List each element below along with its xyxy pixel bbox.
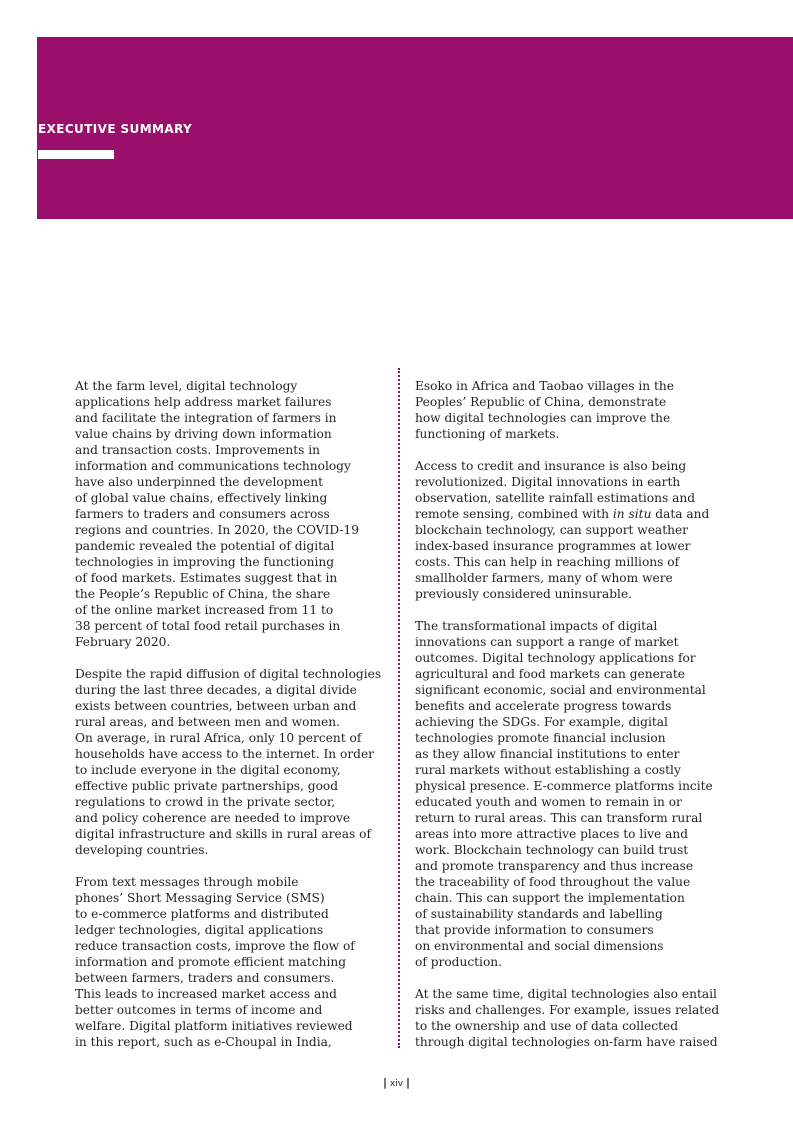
text-line: to e-commerce platforms and distributed [75, 907, 329, 921]
text-line: technologies in improving the functioning [75, 555, 334, 569]
text-line: the traceability of food throughout the value [415, 875, 691, 889]
text-line: achieving the SDGs. For example, digital [415, 715, 668, 729]
text-line: 38 percent of total food retail purchases in [75, 619, 341, 633]
page-number-right-bar: | [405, 1076, 410, 1089]
text-line: At the same time, digital technologies also entail [415, 987, 717, 1001]
text-line: exists between countries, between urban and [75, 699, 357, 713]
text-line: information and communications technology [75, 459, 351, 473]
text-line: to the ownership and use of data collected [415, 1019, 678, 1033]
text-line: significant economic, social and environmental [415, 683, 706, 697]
text-line: pandemic revealed the potential of digital [75, 539, 335, 553]
text-line: of production. [415, 955, 503, 969]
text-line: This leads to increased market access and [75, 987, 337, 1001]
text-line: as they allow financial institutions to enter [415, 747, 680, 761]
paragraph [415, 986, 720, 1050]
page-footer [0, 1076, 793, 1089]
text-line: households have access to the internet. In order [75, 747, 374, 761]
text-line: technologies promote financial inclusion [415, 731, 666, 745]
text-line: and transaction costs. Improvements in [75, 443, 320, 457]
text-line: work. Blockchain technology can build trust [415, 843, 689, 857]
paragraph [75, 378, 385, 650]
text-line: in this report, such as e-Choupal in India, [75, 1035, 332, 1049]
paragraph [75, 874, 385, 1050]
text-line: risks and challenges. For example, issues related [415, 1003, 720, 1017]
page-number: xiv [389, 1079, 404, 1089]
text-line: and facilitate the integration of farmers in [75, 411, 337, 425]
text-line: rural markets without establishing a costly [415, 763, 681, 777]
text-line: Esoko in Africa and Taobao villages in the [415, 379, 674, 393]
text-line: The transformational impacts of digital [415, 619, 658, 633]
text-line: observation, satellite rainfall estimations and [415, 491, 696, 505]
text-line: revolutionized. Digital innovations in earth [415, 475, 681, 489]
text-line: digital infrastructure and skills in rural areas of [75, 827, 371, 841]
text-line: how digital technologies can improve the [415, 411, 671, 425]
text-line: regulations to crowd in the private sector, [75, 795, 336, 809]
text-line: index-based insurance programmes at lower [415, 539, 691, 553]
text-line: regions and countries. In 2020, the COVID-19 [75, 523, 360, 537]
text-line: Peoples’ Republic of China, demonstrate [415, 395, 667, 409]
text-line: previously considered uninsurable. [415, 587, 633, 601]
text-line: the People’s Republic of China, the share [75, 587, 331, 601]
text-line: benefits and accelerate progress towards [415, 699, 672, 713]
paragraph [75, 666, 385, 858]
text-segment: remote sensing, combined with [415, 507, 613, 521]
text-line: between farmers, traders and consumers. [75, 971, 335, 985]
text-line: outcomes. Digital technology applications for [415, 651, 696, 665]
text-line: value chains by driving down information [75, 427, 332, 441]
text-line: on environmental and social dimensions [415, 939, 664, 953]
text-line: have also underpinned the development [75, 475, 324, 489]
right-text-column [415, 378, 720, 1066]
text-line: welfare. Digital platform initiatives reviewed [75, 1019, 353, 1033]
text-line: and policy coherence are needed to improve [75, 811, 351, 825]
title-underline-bar [38, 150, 114, 159]
text-line: innovations can support a range of market [415, 635, 679, 649]
text-segment: data and [651, 507, 710, 521]
text-line: to include everyone in the digital economy, [75, 763, 341, 777]
text-line: From text messages through mobile [75, 875, 299, 889]
text-line: Access to credit and insurance is also being [415, 459, 687, 473]
left-text-column [75, 378, 385, 1066]
text-line: and promote transparency and thus increase [415, 859, 694, 873]
column-divider [398, 368, 400, 1048]
text-line: blockchain technology, can support weather [415, 523, 688, 537]
text-line [415, 506, 720, 522]
text-line: reduce transaction costs, improve the flow of [75, 939, 355, 953]
text-line: of the online market increased from 11 to [75, 603, 334, 617]
text-line: physical presence. E-commerce platforms incite [415, 779, 713, 793]
page-number-left-bar: | [383, 1076, 388, 1089]
text-line: through digital technologies on-farm have raised [415, 1035, 718, 1049]
text-line: smallholder farmers, many of whom were [415, 571, 673, 585]
section-title: EXECUTIVE SUMMARY [38, 122, 193, 136]
text-line: phones’ Short Messaging Service (SMS) [75, 891, 325, 905]
text-line: information and promote efficient matching [75, 955, 347, 969]
paragraph [415, 378, 720, 442]
text-line: areas into more attractive places to live and [415, 827, 689, 841]
text-line: educated youth and women to remain in or [415, 795, 682, 809]
italic-text: in situ [612, 507, 652, 521]
text-line: applications help address market failures [75, 395, 332, 409]
text-line: of global value chains, effectively linking [75, 491, 328, 505]
text-line: rural areas, and between men and women. [75, 715, 340, 729]
text-line: effective public private partnerships, good [75, 779, 339, 793]
text-line: agricultural and food markets can generate [415, 667, 685, 681]
text-line: functioning of markets. [415, 427, 560, 441]
text-line: At the farm level, digital technology [75, 379, 298, 393]
text-line: On average, in rural Africa, only 10 percent of [75, 731, 362, 745]
text-line: return to rural areas. This can transform rural [415, 811, 703, 825]
paragraph [415, 458, 720, 602]
text-line: that provide information to consumers [415, 923, 654, 937]
paragraph [415, 618, 720, 970]
text-line: better outcomes in terms of income and [75, 1003, 323, 1017]
text-line: during the last three decades, a digital divide [75, 683, 357, 697]
text-line: developing countries. [75, 843, 209, 857]
text-line: February 2020. [75, 635, 171, 649]
text-line: ledger technologies, digital applications [75, 923, 324, 937]
text-line: chain. This can support the implementation [415, 891, 685, 905]
text-line: farmers to traders and consumers across [75, 507, 330, 521]
text-line: costs. This can help in reaching millions of [415, 555, 680, 569]
text-line: of sustainability standards and labelling [415, 907, 663, 921]
text-line: of food markets. Estimates suggest that in [75, 571, 338, 585]
text-line: Despite the rapid diffusion of digital technologies [75, 667, 382, 681]
